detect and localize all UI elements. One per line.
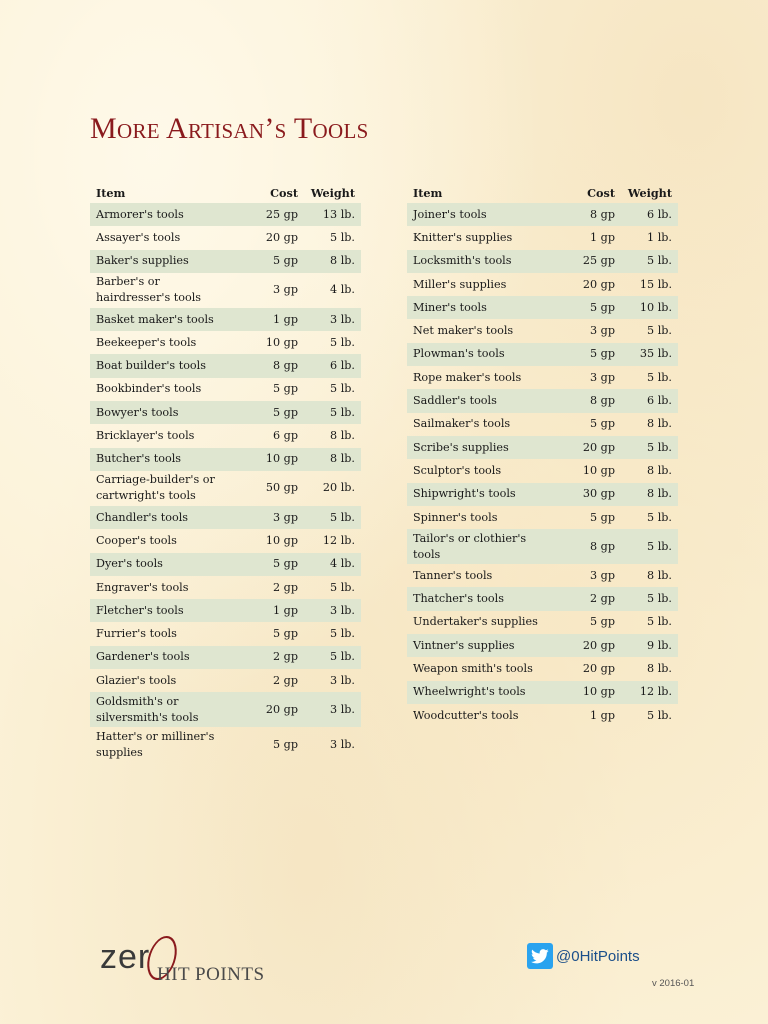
item-weight: 20 lb. [322, 481, 355, 495]
item-cost: 8 gp [590, 207, 615, 221]
item-cost: 2 gp [590, 592, 615, 606]
item-cost: 5 gp [590, 510, 615, 524]
item-name: Vintner's supplies [413, 638, 515, 652]
table-row [407, 413, 678, 436]
item-cost: 5 gp [590, 615, 615, 629]
item-cost: 5 gp [273, 254, 298, 268]
header-item: Item [413, 186, 443, 200]
item-name: Chandler's tools [96, 510, 189, 524]
table-row [90, 669, 361, 692]
item-name: Spinner's tools [413, 510, 498, 524]
item-name: Scribe's supplies [413, 440, 509, 454]
item-weight: 5 lb. [330, 580, 355, 594]
item-name: Net maker's tools [413, 324, 514, 338]
item-name: Cooper's tools [96, 533, 177, 547]
table-row [407, 657, 678, 680]
table-row [407, 483, 678, 506]
item-cost: 10 gp [265, 533, 298, 547]
item-cost: 1 gp [590, 230, 615, 244]
item-name: Weapon smith's tools [413, 661, 533, 675]
table-body [90, 203, 361, 762]
item-cost: 5 gp [590, 417, 615, 431]
item-cost: 25 gp [265, 207, 298, 221]
item-cost: 5 gp [273, 737, 298, 751]
item-cost: 10 gp [582, 463, 615, 477]
item-cost: 10 gp [265, 335, 298, 349]
item-weight: 5 lb. [647, 254, 672, 268]
item-name: Dyer's tools [96, 557, 163, 571]
item-name: Boat builder's tools [96, 359, 206, 373]
item-cost: 6 gp [273, 429, 298, 443]
item-name: Tailor's or clothier's tools [413, 531, 527, 561]
item-weight: 3 lb. [330, 702, 355, 716]
item-weight: 8 lb. [330, 429, 355, 443]
item-name: Miller's supplies [413, 277, 507, 291]
table-row [90, 378, 361, 401]
table-row [407, 203, 678, 226]
table-row [407, 459, 678, 482]
table-row [90, 599, 361, 622]
item-name: Furrier's tools [96, 627, 177, 641]
item-name: Locksmith's tools [413, 254, 512, 268]
item-cost: 50 gp [265, 481, 298, 495]
table-row [407, 587, 678, 610]
item-weight: 5 lb. [330, 627, 355, 641]
twitter-handle[interactable]: @0HitPoints [556, 947, 640, 965]
item-cost: 20 gp [582, 638, 615, 652]
item-name: Joiner's tools [413, 207, 487, 221]
item-weight: 10 lb. [639, 300, 672, 314]
table-row [90, 273, 361, 308]
item-name: Sculptor's tools [413, 463, 502, 477]
item-weight: 5 lb. [647, 615, 672, 629]
item-weight: 3 lb. [330, 312, 355, 326]
item-weight: 5 lb. [330, 405, 355, 419]
item-name: Armorer's tools [96, 207, 184, 221]
item-cost: 1 gp [590, 708, 615, 722]
table-row [407, 436, 678, 459]
item-name: Miner's tools [413, 300, 487, 314]
table-row [407, 226, 678, 249]
item-name: Bricklayer's tools [96, 429, 195, 443]
table-row [90, 576, 361, 599]
table-row [90, 506, 361, 529]
item-cost: 5 gp [590, 300, 615, 314]
table-row [90, 448, 361, 471]
item-name: Barber's or hairdresser's tools [96, 275, 202, 305]
twitter-bird-icon [527, 943, 553, 969]
item-weight: 5 lb. [647, 510, 672, 524]
item-weight: 5 lb. [647, 539, 672, 553]
item-name: Butcher's tools [96, 452, 182, 466]
item-cost: 8 gp [590, 539, 615, 553]
table-row [407, 564, 678, 587]
item-name: Fletcher's tools [96, 603, 184, 617]
item-weight: 8 lb. [647, 568, 672, 582]
item-cost: 5 gp [273, 627, 298, 641]
item-weight: 12 lb. [639, 685, 672, 699]
header-weight: Weight [310, 186, 355, 200]
item-name: Glazier's tools [96, 673, 177, 687]
item-cost: 5 gp [590, 347, 615, 361]
item-name: Goldsmith's or silversmith's tools [96, 694, 199, 724]
item-name: Rope maker's tools [413, 370, 522, 384]
item-name: Beekeeper's tools [96, 335, 197, 349]
item-name: Thatcher's tools [413, 592, 504, 606]
table-row [90, 401, 361, 424]
table-row [90, 622, 361, 645]
table-row [90, 529, 361, 552]
item-cost: 5 gp [273, 405, 298, 419]
page-title: More Artisan’s Tools [90, 112, 369, 145]
item-name: Hatter's or milliner's supplies [96, 729, 215, 759]
item-weight: 5 lb. [647, 592, 672, 606]
table-row [90, 250, 361, 273]
table-row [90, 692, 361, 727]
table-row [90, 354, 361, 377]
item-cost: 20 gp [582, 661, 615, 675]
item-weight: 6 lb. [330, 359, 355, 373]
item-weight: 1 lb. [647, 230, 672, 244]
item-name: Wheelwright's tools [413, 685, 526, 699]
item-weight: 5 lb. [647, 324, 672, 338]
version-label: v 2016-01 [652, 978, 695, 989]
table-row [407, 319, 678, 342]
item-cost: 10 gp [582, 685, 615, 699]
item-cost: 2 gp [273, 650, 298, 664]
item-weight: 6 lb. [647, 207, 672, 221]
table-row [90, 646, 361, 669]
item-weight: 8 lb. [330, 254, 355, 268]
item-weight: 5 lb. [647, 708, 672, 722]
table-row [90, 424, 361, 447]
item-name: Engraver's tools [96, 580, 189, 594]
item-weight: 5 lb. [330, 510, 355, 524]
table-row [407, 343, 678, 366]
item-cost: 2 gp [273, 580, 298, 594]
item-cost: 1 gp [273, 603, 298, 617]
item-weight: 8 lb. [647, 417, 672, 431]
item-cost: 8 gp [273, 359, 298, 373]
item-weight: 15 lb. [639, 277, 672, 291]
item-weight: 5 lb. [330, 382, 355, 396]
item-weight: 8 lb. [647, 487, 672, 501]
item-cost: 2 gp [273, 673, 298, 687]
table-row [407, 634, 678, 657]
item-cost: 10 gp [265, 452, 298, 466]
header-cost: Cost [270, 186, 298, 200]
table-row [407, 273, 678, 296]
item-name: Bookbinder's tools [96, 382, 202, 396]
item-name: Plowman's tools [413, 347, 505, 361]
table-row [90, 203, 361, 226]
item-weight: 5 lb. [330, 335, 355, 349]
item-cost: 30 gp [582, 487, 615, 501]
item-cost: 3 gp [590, 324, 615, 338]
table-row [90, 226, 361, 249]
table-row [407, 389, 678, 412]
table-header [90, 183, 361, 203]
item-weight: 5 lb. [330, 650, 355, 664]
item-cost: 8 gp [590, 394, 615, 408]
item-weight: 6 lb. [647, 394, 672, 408]
item-cost: 3 gp [273, 510, 298, 524]
header-cost: Cost [587, 186, 615, 200]
item-cost: 20 gp [582, 440, 615, 454]
header-weight: Weight [627, 186, 672, 200]
item-name: Tanner's tools [413, 568, 493, 582]
table-row [90, 727, 361, 762]
table-row [407, 704, 678, 727]
item-name: Sailmaker's tools [413, 417, 511, 431]
item-weight: 4 lb. [330, 557, 355, 571]
item-name: Woodcutter's tools [413, 708, 519, 722]
item-weight: 8 lb. [647, 463, 672, 477]
item-name: Baker's supplies [96, 254, 189, 268]
item-weight: 35 lb. [639, 347, 672, 361]
item-weight: 3 lb. [330, 673, 355, 687]
item-cost: 20 gp [265, 230, 298, 244]
item-cost: 3 gp [273, 283, 298, 297]
item-weight: 5 lb. [647, 440, 672, 454]
table-row [407, 681, 678, 704]
item-cost: 3 gp [590, 370, 615, 384]
table-row [90, 308, 361, 331]
table-header [407, 183, 678, 203]
item-weight: 8 lb. [647, 661, 672, 675]
table-row [407, 250, 678, 273]
table-row [407, 529, 678, 564]
zero-hit-points-logo [100, 938, 300, 994]
item-cost: 5 gp [273, 382, 298, 396]
item-cost: 1 gp [273, 312, 298, 326]
item-weight: 12 lb. [322, 533, 355, 547]
twitter-link[interactable] [527, 943, 640, 969]
item-name: Bowyer's tools [96, 405, 179, 419]
item-cost: 3 gp [590, 568, 615, 582]
tools-table-right [407, 183, 678, 727]
table-row [407, 506, 678, 529]
table-row [90, 331, 361, 354]
item-name: Shipwright's tools [413, 487, 516, 501]
item-weight: 4 lb. [330, 283, 355, 297]
item-cost: 25 gp [582, 254, 615, 268]
item-name: Knitter's supplies [413, 230, 513, 244]
item-name: Saddler's tools [413, 394, 497, 408]
tools-table-left [90, 183, 361, 762]
item-name: Gardener's tools [96, 650, 190, 664]
item-cost: 20 gp [265, 702, 298, 716]
table-row [407, 611, 678, 634]
item-name: Carriage-builder's or cartwright's tools [96, 473, 215, 503]
item-name: Assayer's tools [96, 230, 181, 244]
item-weight: 9 lb. [647, 638, 672, 652]
table-body [407, 203, 678, 727]
item-weight: 5 lb. [647, 370, 672, 384]
item-weight: 3 lb. [330, 737, 355, 751]
item-cost: 20 gp [582, 277, 615, 291]
logo-text: zer [100, 938, 151, 976]
item-name: Undertaker's supplies [413, 615, 538, 629]
item-weight: 5 lb. [330, 230, 355, 244]
item-cost: 5 gp [273, 557, 298, 571]
item-weight: 8 lb. [330, 452, 355, 466]
item-weight: 13 lb. [322, 207, 355, 221]
table-row [90, 553, 361, 576]
logo-subtitle: HIT POINTS [157, 964, 265, 985]
table-row [407, 296, 678, 319]
table-row [90, 471, 361, 506]
item-name: Basket maker's tools [96, 312, 214, 326]
item-weight: 3 lb. [330, 603, 355, 617]
table-row [407, 366, 678, 389]
header-item: Item [96, 186, 126, 200]
